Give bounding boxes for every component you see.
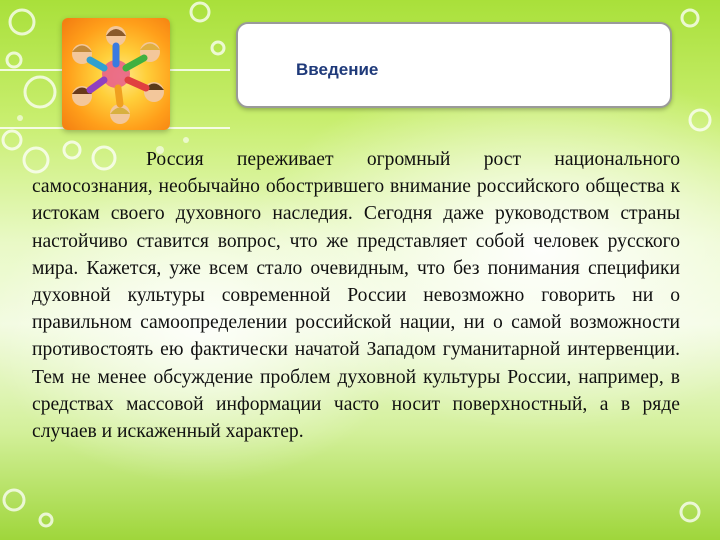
body-paragraph: Россия переживает огромный рост национального самосознания, необычайно обострившего внимание российского общества к истокам своего духовного наследия. Сегодня даже руководством страны настойчиво ставится вопрос, что же представляет собой человек русского мира. Кажется, уже всем стало очевидным, что без понимания специфики духовной культуры современной России невозможно говорить ни о правильном самоопределении российской нации, ни о самой возможности противостоять ею фактически начатой Западом гуманитарной интервенции. Тем не менее обсуждение проблем духовной культуры России, например, в средствах массовой информации часто носит поверхностный, а в ряде случаев и искаженный характер. xyxy=(32,149,680,443)
children-circle-photo xyxy=(62,18,170,130)
slide-title: Введение xyxy=(296,60,379,79)
title-box xyxy=(236,22,672,108)
children-photo-icon xyxy=(62,18,170,130)
